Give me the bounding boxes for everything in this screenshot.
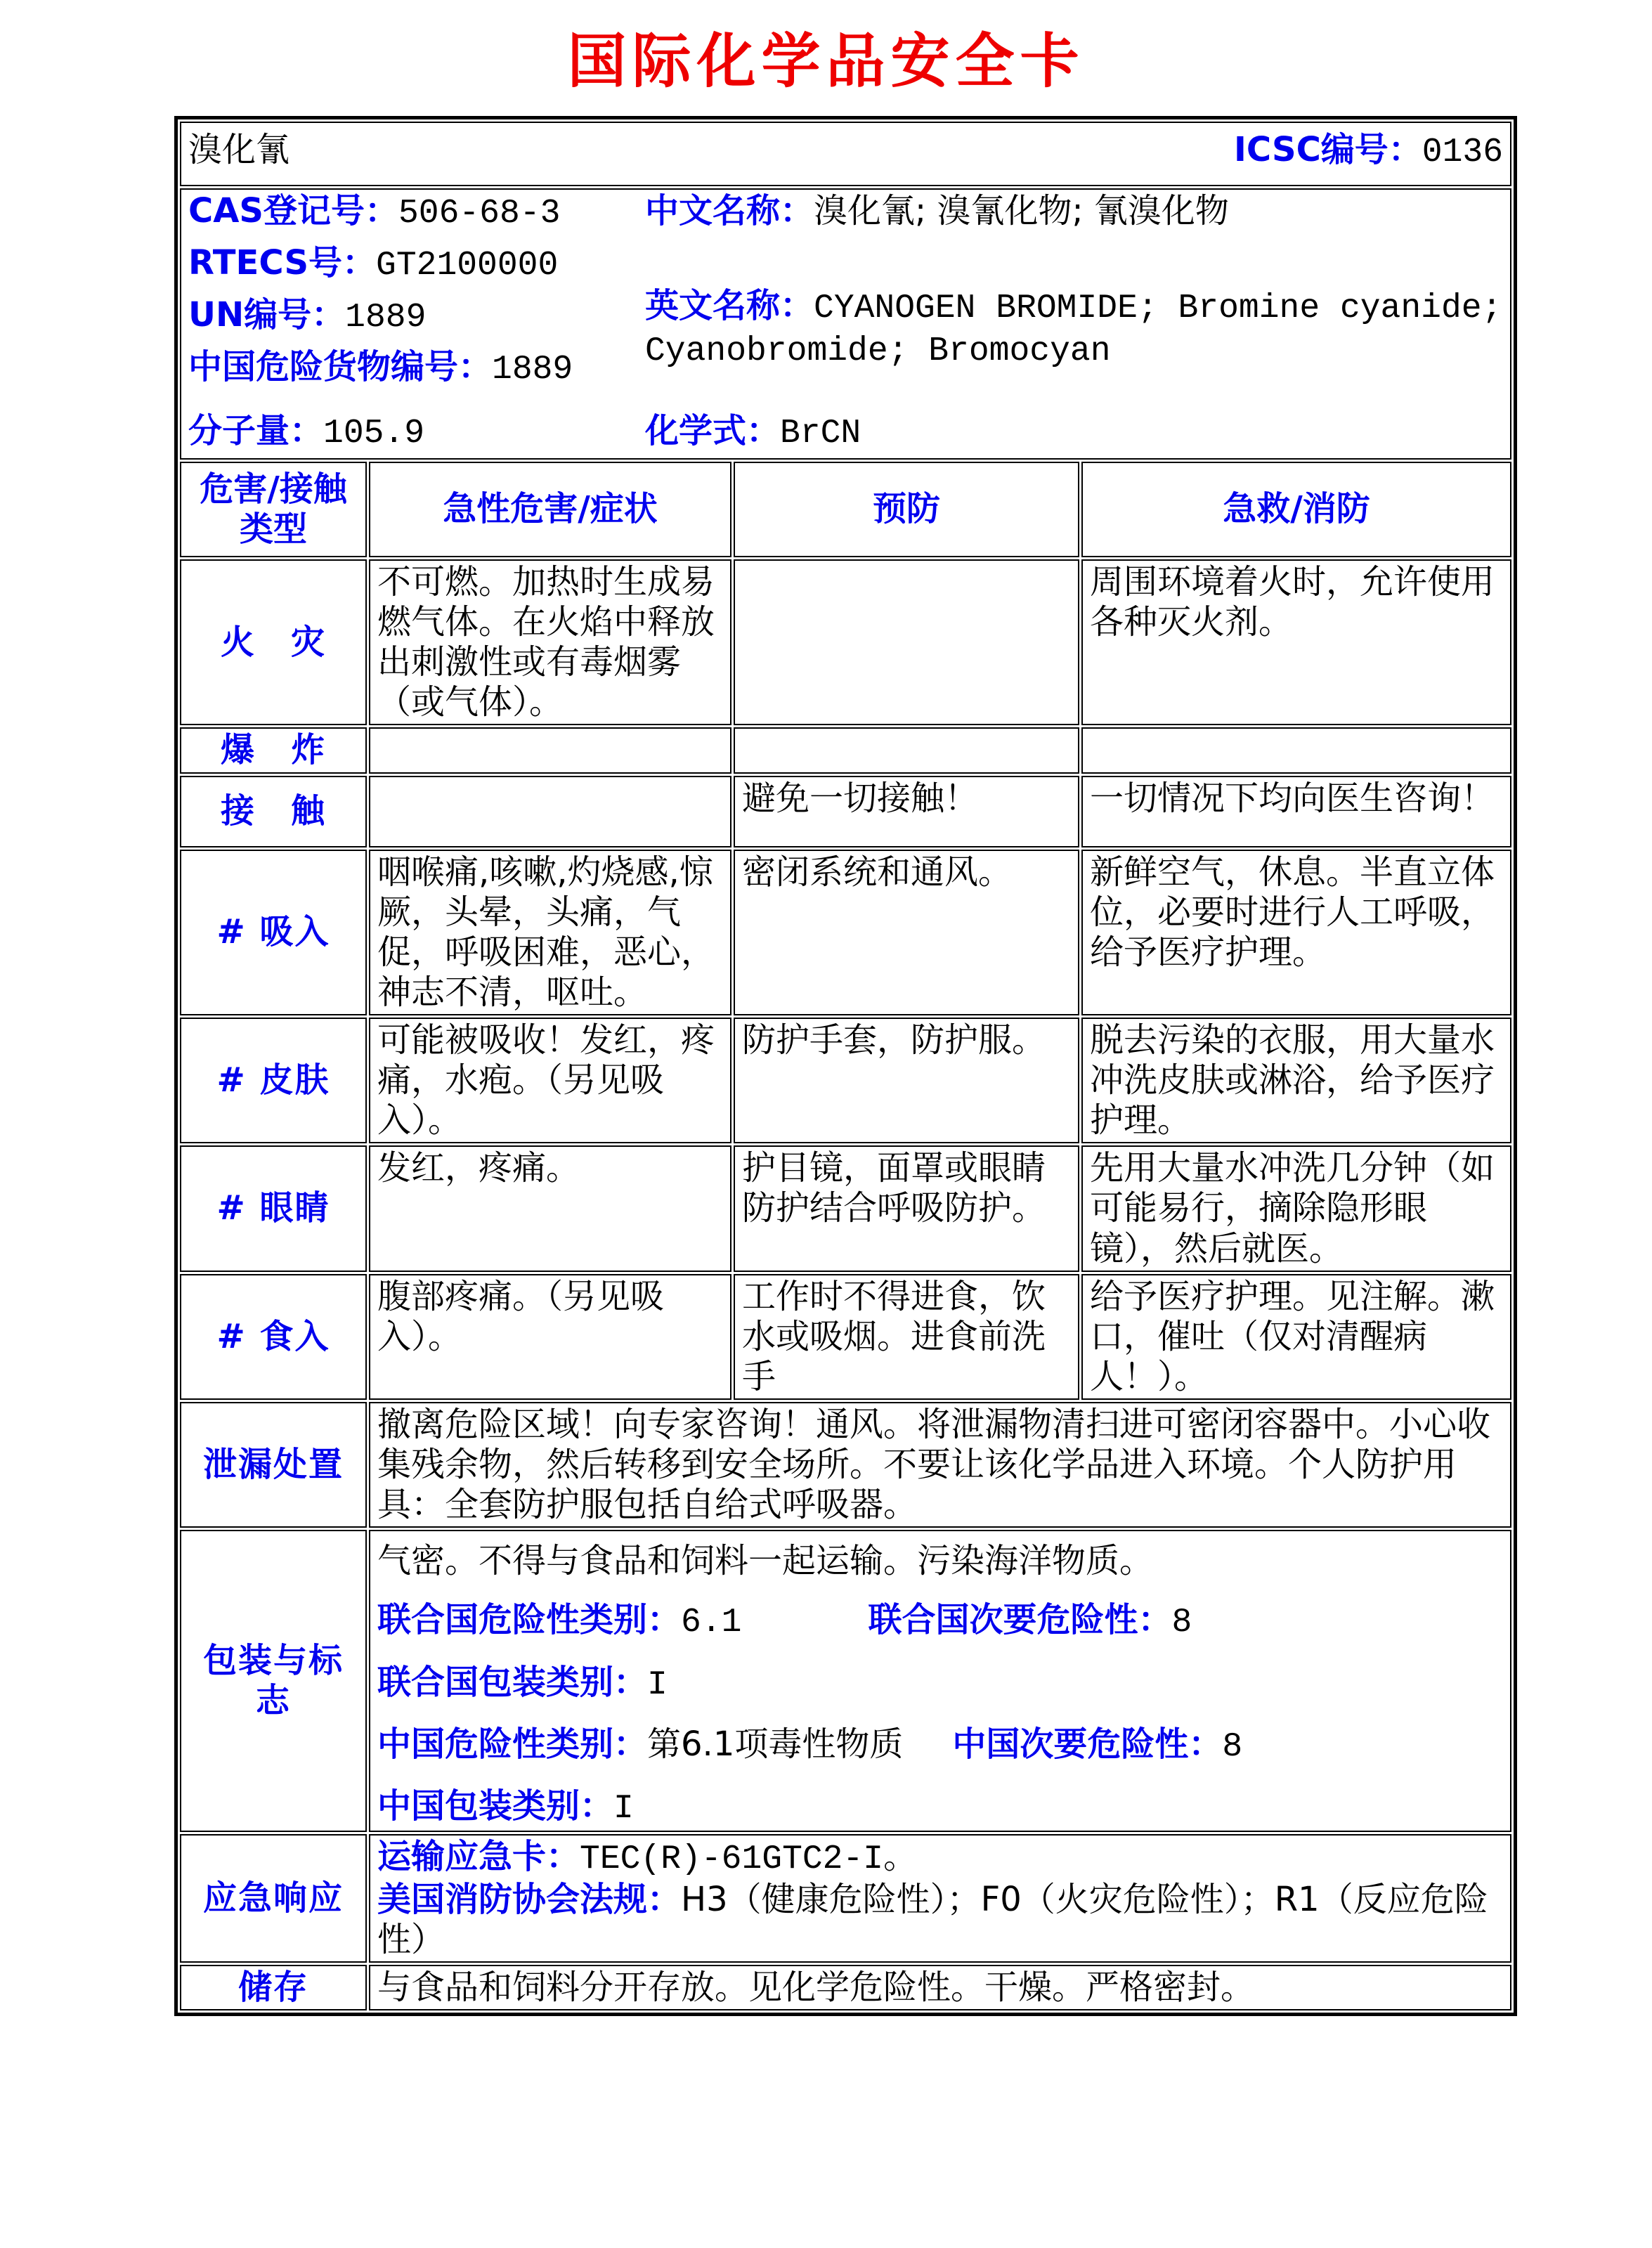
row-explosion-label: 爆 炸 xyxy=(180,727,367,773)
icsc-number-value: 0136 xyxy=(1422,134,1504,171)
row-inhalation-prevention: 密闭系统和通风。 xyxy=(734,850,1079,1015)
substance-name: 溴化氰 xyxy=(188,130,290,169)
chinese-name-line xyxy=(645,191,1503,231)
un-pack-group-value: I xyxy=(647,1665,668,1704)
row-skin-firstaid: 脱去污染的衣服，用大量水冲洗皮肤或淋浴，给予医疗护理。 xyxy=(1081,1018,1511,1143)
row-ingestion-prevention: 工作时不得进食，饮水或吸烟。进食前洗手 xyxy=(734,1274,1079,1400)
row-fire-symptoms: 不可燃。加热时生成易燃气体。在火焰中释放出刺激性或有毒烟雾（或气体）。 xyxy=(369,559,731,725)
packaging-un-class-line xyxy=(377,1600,1503,1643)
china-dg-number-label: 中国危险货物编号： xyxy=(188,347,493,387)
packaging-cn-pack-line xyxy=(377,1786,1503,1829)
un-hazard-class-value: 6.1 xyxy=(681,1604,742,1642)
cn-pack-group-label: 中国包装类别： xyxy=(377,1786,614,1826)
icsc-number-group xyxy=(1234,130,1503,173)
english-name-label: 英文名称： xyxy=(645,286,814,326)
row-eyes-prevention: 护目镜，面罩或眼睛防护结合呼吸防护。 xyxy=(734,1145,1079,1271)
row-skin-prevention: 防护手套，防护服。 xyxy=(734,1018,1079,1143)
row-eyes-symptoms: 发红，疼痛。 xyxy=(369,1145,731,1271)
row-eyes xyxy=(180,1145,1511,1271)
row-ingestion-symptoms: 腹部疼痛。（另见吸入）。 xyxy=(369,1274,731,1400)
row-contact-symptoms xyxy=(369,776,731,847)
hazard-header-row xyxy=(180,462,1511,557)
row-skin xyxy=(180,1018,1511,1143)
china-dg-number-value: 1889 xyxy=(492,351,573,389)
cn-hazard-class-label: 中国危险性类别： xyxy=(377,1724,648,1764)
row-contact-prevention: 避免一切接触！ xyxy=(734,776,1079,847)
row-explosion-prevention xyxy=(734,727,1079,773)
cn-subsidiary-risk-value: 8 xyxy=(1222,1727,1243,1766)
un-subsidiary-risk-value: 8 xyxy=(1171,1604,1192,1642)
row-spill xyxy=(180,1402,1511,1528)
formula-value: BrCN xyxy=(780,414,861,453)
cn-pack-group-value: I xyxy=(613,1789,634,1828)
header-firstaid: 急救/消防 xyxy=(1081,462,1511,557)
packaging-un-pack-line xyxy=(377,1663,1503,1706)
row-contact-firstaid: 一切情况下均向医生咨询！ xyxy=(1081,776,1511,847)
row-inhalation-label: # 吸入 xyxy=(180,850,367,1015)
row-fire xyxy=(180,559,1511,725)
substance-header-cell xyxy=(180,122,1511,186)
row-emergency-label: 应急响应 xyxy=(180,1834,367,1963)
transport-emergency-card-label: 运输应急卡： xyxy=(377,1836,580,1876)
identifiers-row xyxy=(180,188,1511,460)
row-spill-text: 撤离危险区域！向专家咨询！通风。将泄漏物清扫进可密闭容器中。小心收集残余物，然后转移到安全场所。不要让该化学品进入环境。个人防护用具：全套防护服包括自给式呼吸器。 xyxy=(369,1402,1511,1528)
un-pack-group-label: 联合国包装类别： xyxy=(377,1662,648,1702)
nfpa-code-label: 美国消防协会法规： xyxy=(377,1879,682,1919)
molecular-weight-value: 105.9 xyxy=(323,414,425,453)
icsc-number-label: ICSC编号： xyxy=(1234,130,1422,169)
row-explosion-symptoms xyxy=(369,727,731,773)
icsc-card-table xyxy=(174,116,1517,2016)
header-symptoms: 急性危害/症状 xyxy=(369,462,731,557)
header-hazard-type-line1: 危害/接触 xyxy=(200,469,347,509)
row-explosion-firstaid xyxy=(1081,727,1511,773)
rtecs-number-value: GT2100000 xyxy=(376,247,559,285)
row-ingestion-label: # 食入 xyxy=(180,1274,367,1400)
nfpa-code-value: H3（健康危险性）；F0（火灾危险性）；R1（反应危险性） xyxy=(377,1879,1488,1960)
row-packaging xyxy=(180,1530,1511,1832)
un-hazard-class-label: 联合国危险性类别： xyxy=(377,1600,682,1640)
cas-number-line xyxy=(188,191,645,234)
rtecs-number-label: RTECS号： xyxy=(188,243,377,283)
identifiers-cell xyxy=(180,188,1511,460)
row-fire-prevention xyxy=(734,559,1079,725)
row-explosion xyxy=(180,727,1511,773)
un-subsidiary-risk-label: 联合国次要危险性： xyxy=(868,1600,1172,1640)
chinese-name-value: 溴化氰; 溴氰化物; 氰溴化物 xyxy=(814,191,1229,230)
row-eyes-firstaid: 先用大量水冲洗几分钟（如可能易行，摘除隐形眼镜），然后就医。 xyxy=(1081,1145,1511,1271)
row-eyes-label: # 眼睛 xyxy=(180,1145,367,1271)
un-number-label: UN编号： xyxy=(188,295,346,335)
row-fire-label: 火 灾 xyxy=(180,559,367,725)
rtecs-number-line xyxy=(188,243,645,286)
row-inhalation-symptoms: 咽喉痛,咳嗽,灼烧感,惊厥，头晕，头痛，气促，呼吸困难，恶心，神志不清，呕吐。 xyxy=(369,850,731,1015)
row-fire-firstaid: 周围环境着火时，允许使用各种灭火剂。 xyxy=(1081,559,1511,725)
emergency-terc-line xyxy=(377,1837,1503,1880)
row-spill-label: 泄漏处置 xyxy=(180,1402,367,1528)
molecular-weight-line xyxy=(188,411,424,454)
row-ingestion-firstaid: 给予医疗护理。见注解。漱口，催吐（仅对清醒病人！）。 xyxy=(1081,1274,1511,1400)
row-packaging-label: 包装与标志 xyxy=(180,1530,367,1832)
row-skin-symptoms: 可能被吸收！发红，疼痛，水疱。（另见吸入）。 xyxy=(369,1018,731,1143)
formula-line xyxy=(645,411,861,454)
page-title: 国际化学品安全卡 xyxy=(567,27,1085,96)
row-contact xyxy=(180,776,1511,847)
emergency-nfpa-line xyxy=(377,1880,1503,1960)
row-ingestion xyxy=(180,1274,1511,1400)
row-contact-label: 接 触 xyxy=(180,776,367,847)
row-emergency-content xyxy=(369,1834,1511,1963)
formula-label: 化学式： xyxy=(645,410,781,450)
chinese-name-label: 中文名称： xyxy=(645,191,814,230)
cas-number-label: CAS登记号： xyxy=(188,191,398,230)
row-inhalation-firstaid: 新鲜空气，休息。半直立体位，必要时进行人工呼吸，给予医疗护理。 xyxy=(1081,850,1511,1015)
row-storage-label: 储存 xyxy=(180,1965,367,2010)
packaging-cn-class-line xyxy=(377,1724,1503,1767)
row-packaging-content xyxy=(369,1530,1511,1832)
row-emergency xyxy=(180,1834,1511,1963)
row-skin-label: # 皮肤 xyxy=(180,1018,367,1143)
identifiers-left-column xyxy=(188,191,645,457)
cn-hazard-class-value: 第6.1项毒性物质 xyxy=(647,1724,904,1764)
substance-header-row xyxy=(180,122,1511,186)
header-hazard-type-line2: 类型 xyxy=(239,509,307,549)
transport-emergency-card-value: TEC(R)-61GTC2-I。 xyxy=(580,1840,918,1878)
row-inhalation xyxy=(180,850,1511,1015)
un-number-value: 1889 xyxy=(345,299,427,337)
molecular-weight-label: 分子量： xyxy=(188,410,324,450)
packaging-transport-note: 气密。不得与食品和饲料一起运输。污染海洋物质。 xyxy=(377,1541,1154,1581)
identifiers-right-column xyxy=(645,191,1503,457)
cn-subsidiary-risk-label: 中国次要危险性： xyxy=(952,1724,1223,1764)
row-storage xyxy=(180,1965,1511,2010)
china-dg-number-line xyxy=(188,347,645,390)
un-number-line xyxy=(188,295,645,338)
row-storage-text: 与食品和饲料分开存放。见化学危险性。干燥。严格密封。 xyxy=(369,1965,1511,2010)
header-hazard-type xyxy=(180,462,367,557)
header-prevention: 预防 xyxy=(734,462,1079,557)
english-name-line xyxy=(645,286,1503,372)
cas-number-value: 506-68-3 xyxy=(398,195,561,233)
english-name-value: CYANOGEN BROMIDE; Bromine cyanide; Cyanobromide; Bromocyan xyxy=(645,290,1502,371)
